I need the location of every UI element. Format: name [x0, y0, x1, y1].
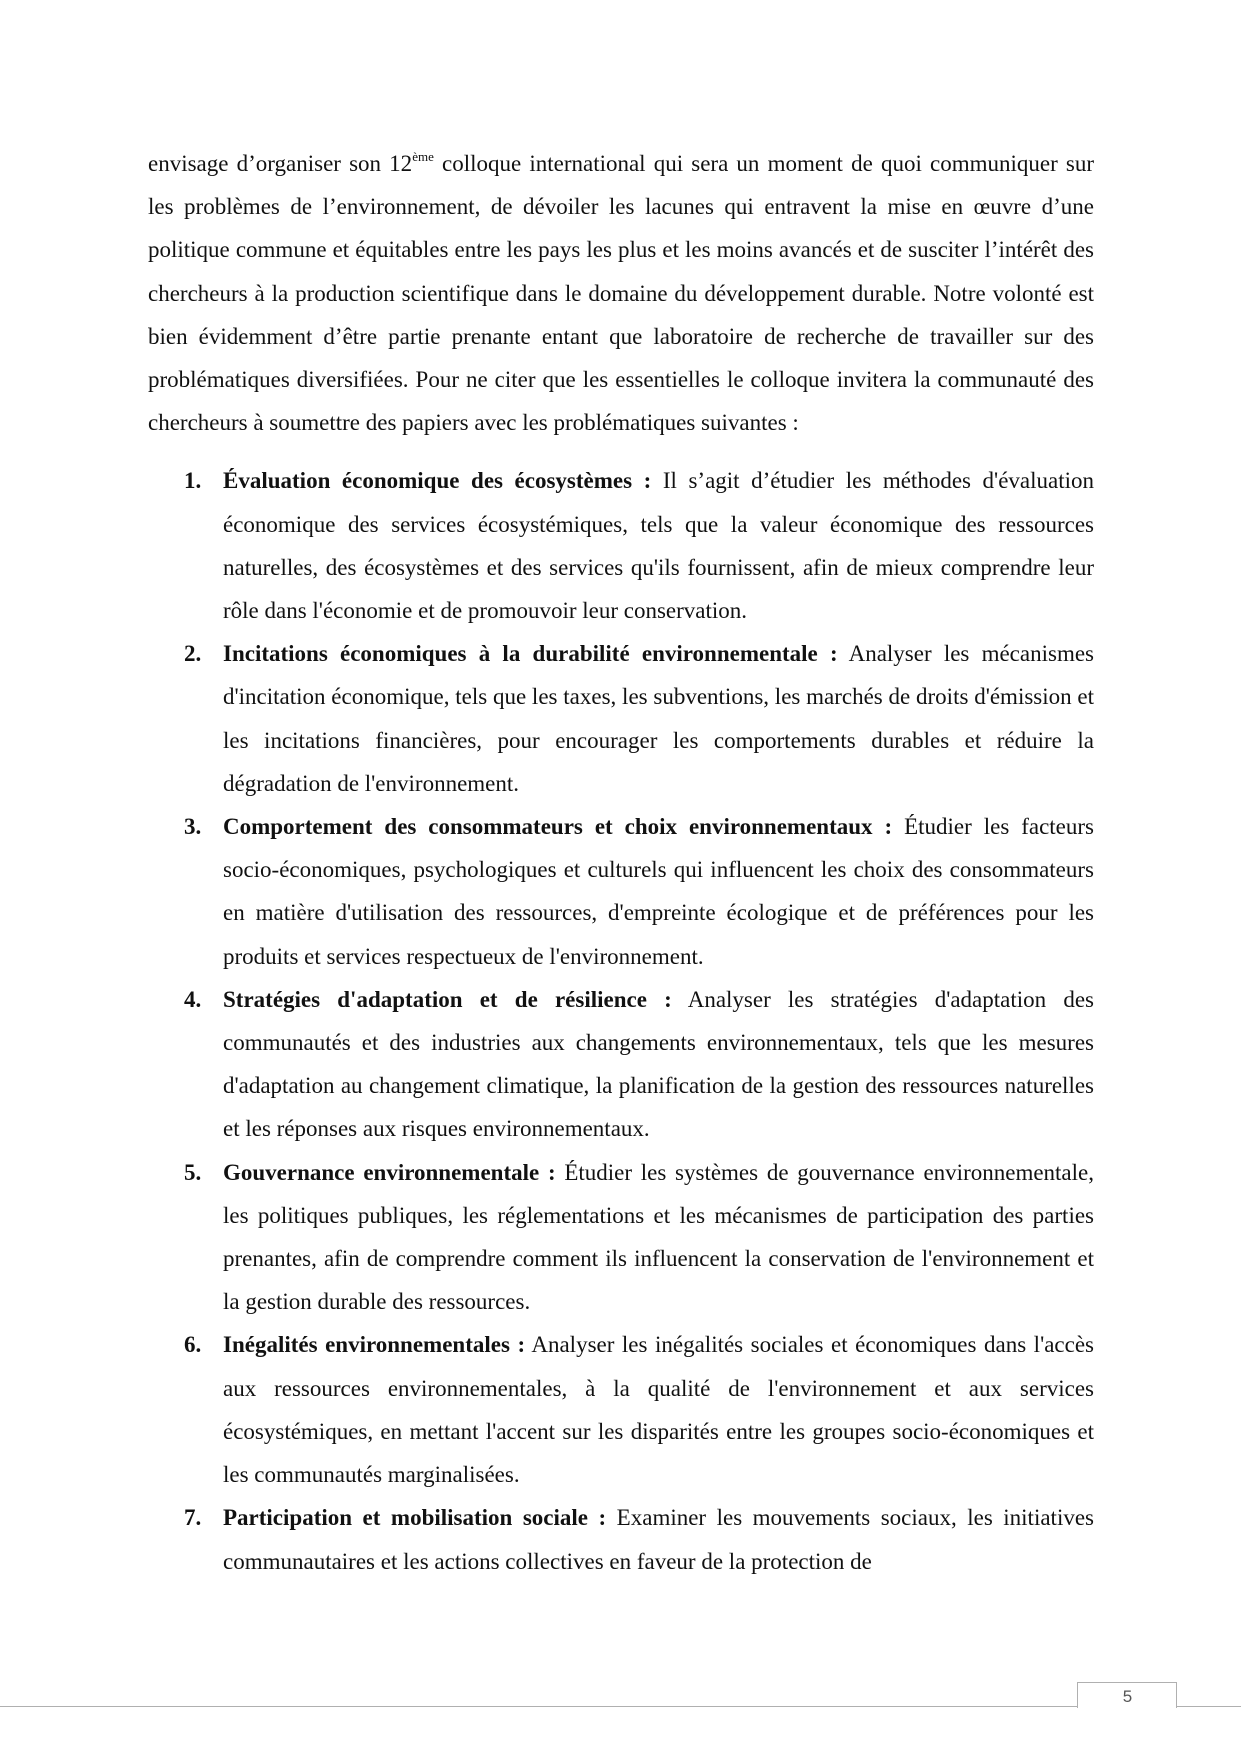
list-item-number: 6. — [184, 1332, 202, 1358]
list-item-title: Participation et mobilisation sociale : — [223, 1505, 607, 1531]
list-item-title: Inégalités environnementales : — [223, 1332, 526, 1358]
list-item — [148, 632, 1094, 805]
list-item-text: Analyser les inégalités sociales et économiques dans l'accès aux ressources environnementales, à la qualité de l'environnement et aux services écosystémiques, en mettant l'accent sur les disparités entre les groupes socio-économiques et les communautés marginalisées. — [223, 1332, 1094, 1488]
footer-divider-left — [0, 1706, 1078, 1707]
list-item-text: Il s’agit d’étudier les méthodes d'évaluation économique des services écosystémiques, tels que la valeur économique des ressources naturelles, des écosystèmes et des services qu'ils fournissent, afin de mieux comprendre leur rôle dans l'économie et de promouvoir leur conservation. — [223, 468, 1094, 624]
list-item-number: 2. — [184, 641, 202, 667]
list-item-text: Étudier les facteurs socio-économiques, psychologiques et culturels qui influencent les choix des consommateurs en matière d'utilisation des ressources, d'empreinte écologique et de préférences pour les produits et services respectueux de l'environnement. — [223, 814, 1094, 969]
list-item-title: Évaluation économique des écosystèmes : — [223, 468, 652, 494]
list-item-title: Gouvernance environnementale : — [223, 1159, 556, 1185]
list-item — [148, 805, 1094, 978]
list-item-number: 4. — [184, 986, 202, 1012]
list-item-number: 1. — [184, 468, 202, 494]
list-item — [148, 1151, 1094, 1324]
list-item-text: Étudier les systèmes de gouvernance environnementale, les politiques publiques, les réglementations et les mécanismes de participation des parties prenantes, afin de comprendre comment ils influencent la conservation de l'environnement et la gestion durable des ressources. — [223, 1159, 1094, 1315]
list-item-text: Analyser les mécanismes d'incitation économique, tels que les taxes, les subventions, les marchés de droits d'émission et les incitations financières, pour encourager les comportements durables et réduire la dégradation de l'environnement. — [223, 641, 1094, 796]
list-item-title: Stratégies d'adaptation et de résilience : — [223, 986, 672, 1012]
list-item — [148, 978, 1094, 1151]
list-item-number: 7. — [184, 1505, 202, 1531]
list-item-number: 5. — [184, 1159, 202, 1185]
intro-text-start: envisage d’organiser son 12 — [148, 151, 413, 176]
footer-divider-right — [1176, 1706, 1241, 1707]
list-item-text: Analyser les stratégies d'adaptation des communautés et des industries aux changements environnementaux, tels que les mesures d'adaptation au changement climatique, la planification de la gestion des ressources naturelles et les réponses aux risques environnementaux. — [223, 986, 1094, 1142]
list-item-title: Comportement des consommateurs et choix environnementaux : — [223, 814, 893, 840]
list-item — [148, 459, 1094, 632]
list-item-text: Examiner les mouvements sociaux, les initiatives communautaires et les actions collectives en faveur de la protection de — [223, 1505, 1094, 1574]
topics-list — [148, 459, 1094, 1582]
page-content — [148, 142, 1094, 1583]
intro-paragraph — [148, 142, 1094, 444]
list-item-number: 3. — [184, 814, 202, 840]
intro-superscript: ème — [412, 149, 434, 164]
intro-text-rest: colloque international qui sera un moment de quoi communiquer sur les problèmes de l’environnement, de dévoiler les lacunes qui entravent la mise en œuvre d’une politique commune et équitables entre les pays les plus et les moins avancés et de susciter l’intérêt des chercheurs à la production scientifique dans le domaine du développement durable. Notre volonté est bien évidemment d’être partie prenante entant que laboratoire de recherche de travailler sur des problématiques diversifiées. Pour ne citer que les essentielles le colloque invitera la communauté des chercheurs à soumettre des papiers avec les problématiques suivantes : — [148, 151, 1094, 436]
page-number: 5 — [1122, 1687, 1133, 1706]
list-item — [148, 1323, 1094, 1496]
list-item — [148, 1496, 1094, 1582]
list-item-title: Incitations économiques à la durabilité environnementale : — [223, 641, 838, 667]
